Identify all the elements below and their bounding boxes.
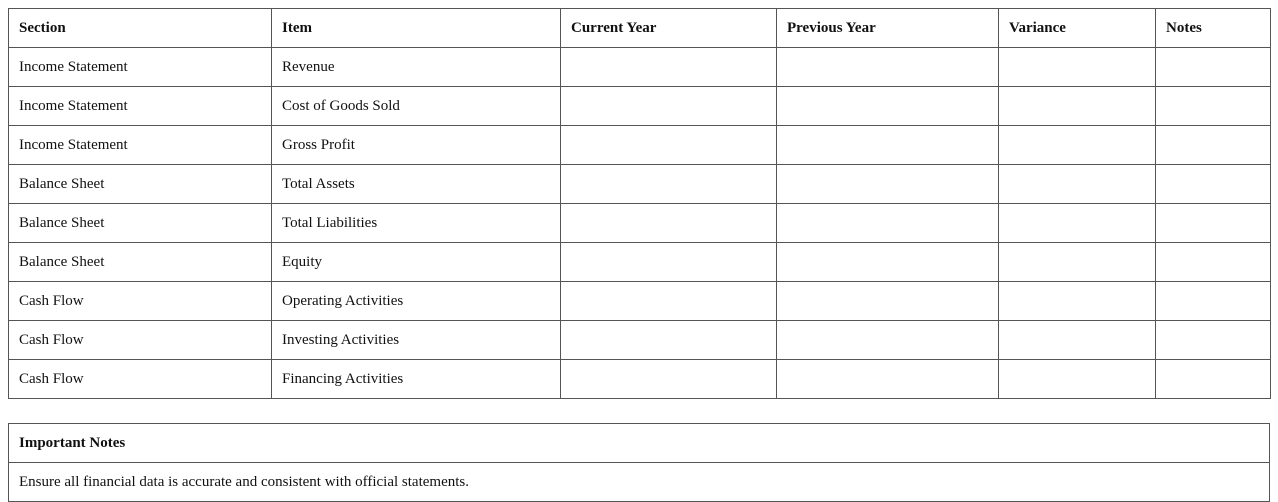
column-header-item: Item xyxy=(272,9,561,48)
current-year-cell[interactable] xyxy=(561,360,777,399)
notes-cell[interactable] xyxy=(1156,321,1271,360)
table-row xyxy=(9,165,1271,204)
previous-year-cell[interactable] xyxy=(777,243,999,282)
item-cell: Equity xyxy=(272,243,561,282)
section-cell: Balance Sheet xyxy=(9,204,272,243)
current-year-cell[interactable] xyxy=(561,87,777,126)
item-cell: Operating Activities xyxy=(272,282,561,321)
section-cell: Income Statement xyxy=(9,126,272,165)
current-year-cell[interactable] xyxy=(561,243,777,282)
table-row xyxy=(9,204,1271,243)
financial-data-table xyxy=(8,8,1271,399)
previous-year-cell[interactable] xyxy=(777,126,999,165)
previous-year-cell[interactable] xyxy=(777,282,999,321)
variance-cell[interactable] xyxy=(999,243,1156,282)
notes-cell[interactable] xyxy=(1156,282,1271,321)
section-cell: Income Statement xyxy=(9,48,272,87)
variance-cell[interactable] xyxy=(999,126,1156,165)
current-year-cell[interactable] xyxy=(561,165,777,204)
variance-cell[interactable] xyxy=(999,87,1156,126)
notes-cell[interactable] xyxy=(1156,126,1271,165)
item-cell: Total Liabilities xyxy=(272,204,561,243)
variance-cell[interactable] xyxy=(999,282,1156,321)
notes-heading: Important Notes xyxy=(9,424,1270,463)
previous-year-cell[interactable] xyxy=(777,48,999,87)
important-notes-table xyxy=(8,423,1270,502)
item-cell: Financing Activities xyxy=(272,360,561,399)
table-row xyxy=(9,321,1271,360)
previous-year-cell[interactable] xyxy=(777,87,999,126)
section-cell: Cash Flow xyxy=(9,282,272,321)
variance-cell[interactable] xyxy=(999,165,1156,204)
notes-cell[interactable] xyxy=(1156,165,1271,204)
item-cell: Gross Profit xyxy=(272,126,561,165)
table-row xyxy=(9,360,1271,399)
notes-cell[interactable] xyxy=(1156,204,1271,243)
column-header-variance: Variance xyxy=(999,9,1156,48)
section-cell: Balance Sheet xyxy=(9,165,272,204)
item-cell: Cost of Goods Sold xyxy=(272,87,561,126)
notes-text: Ensure all financial data is accurate and consistent with official statements. xyxy=(9,463,1270,502)
previous-year-cell[interactable] xyxy=(777,360,999,399)
table-row xyxy=(9,282,1271,321)
item-cell: Investing Activities xyxy=(272,321,561,360)
table-row xyxy=(9,243,1271,282)
notes-cell[interactable] xyxy=(1156,243,1271,282)
section-cell: Cash Flow xyxy=(9,360,272,399)
table-row xyxy=(9,126,1271,165)
column-header-notes: Notes xyxy=(1156,9,1271,48)
section-cell: Income Statement xyxy=(9,87,272,126)
header-row xyxy=(9,9,1271,48)
variance-cell[interactable] xyxy=(999,360,1156,399)
notes-header-row xyxy=(9,424,1270,463)
variance-cell[interactable] xyxy=(999,48,1156,87)
notes-text-row xyxy=(9,463,1270,502)
notes-cell[interactable] xyxy=(1156,87,1271,126)
previous-year-cell[interactable] xyxy=(777,165,999,204)
current-year-cell[interactable] xyxy=(561,126,777,165)
previous-year-cell[interactable] xyxy=(777,321,999,360)
previous-year-cell[interactable] xyxy=(777,204,999,243)
variance-cell[interactable] xyxy=(999,204,1156,243)
current-year-cell[interactable] xyxy=(561,282,777,321)
current-year-cell[interactable] xyxy=(561,321,777,360)
column-header-section: Section xyxy=(9,9,272,48)
item-cell: Revenue xyxy=(272,48,561,87)
current-year-cell[interactable] xyxy=(561,48,777,87)
item-cell: Total Assets xyxy=(272,165,561,204)
current-year-cell[interactable] xyxy=(561,204,777,243)
variance-cell[interactable] xyxy=(999,321,1156,360)
notes-cell[interactable] xyxy=(1156,48,1271,87)
table-row xyxy=(9,48,1271,87)
section-cell: Cash Flow xyxy=(9,321,272,360)
column-header-current-year: Current Year xyxy=(561,9,777,48)
notes-cell[interactable] xyxy=(1156,360,1271,399)
table-row xyxy=(9,87,1271,126)
column-header-previous-year: Previous Year xyxy=(777,9,999,48)
section-cell: Balance Sheet xyxy=(9,243,272,282)
